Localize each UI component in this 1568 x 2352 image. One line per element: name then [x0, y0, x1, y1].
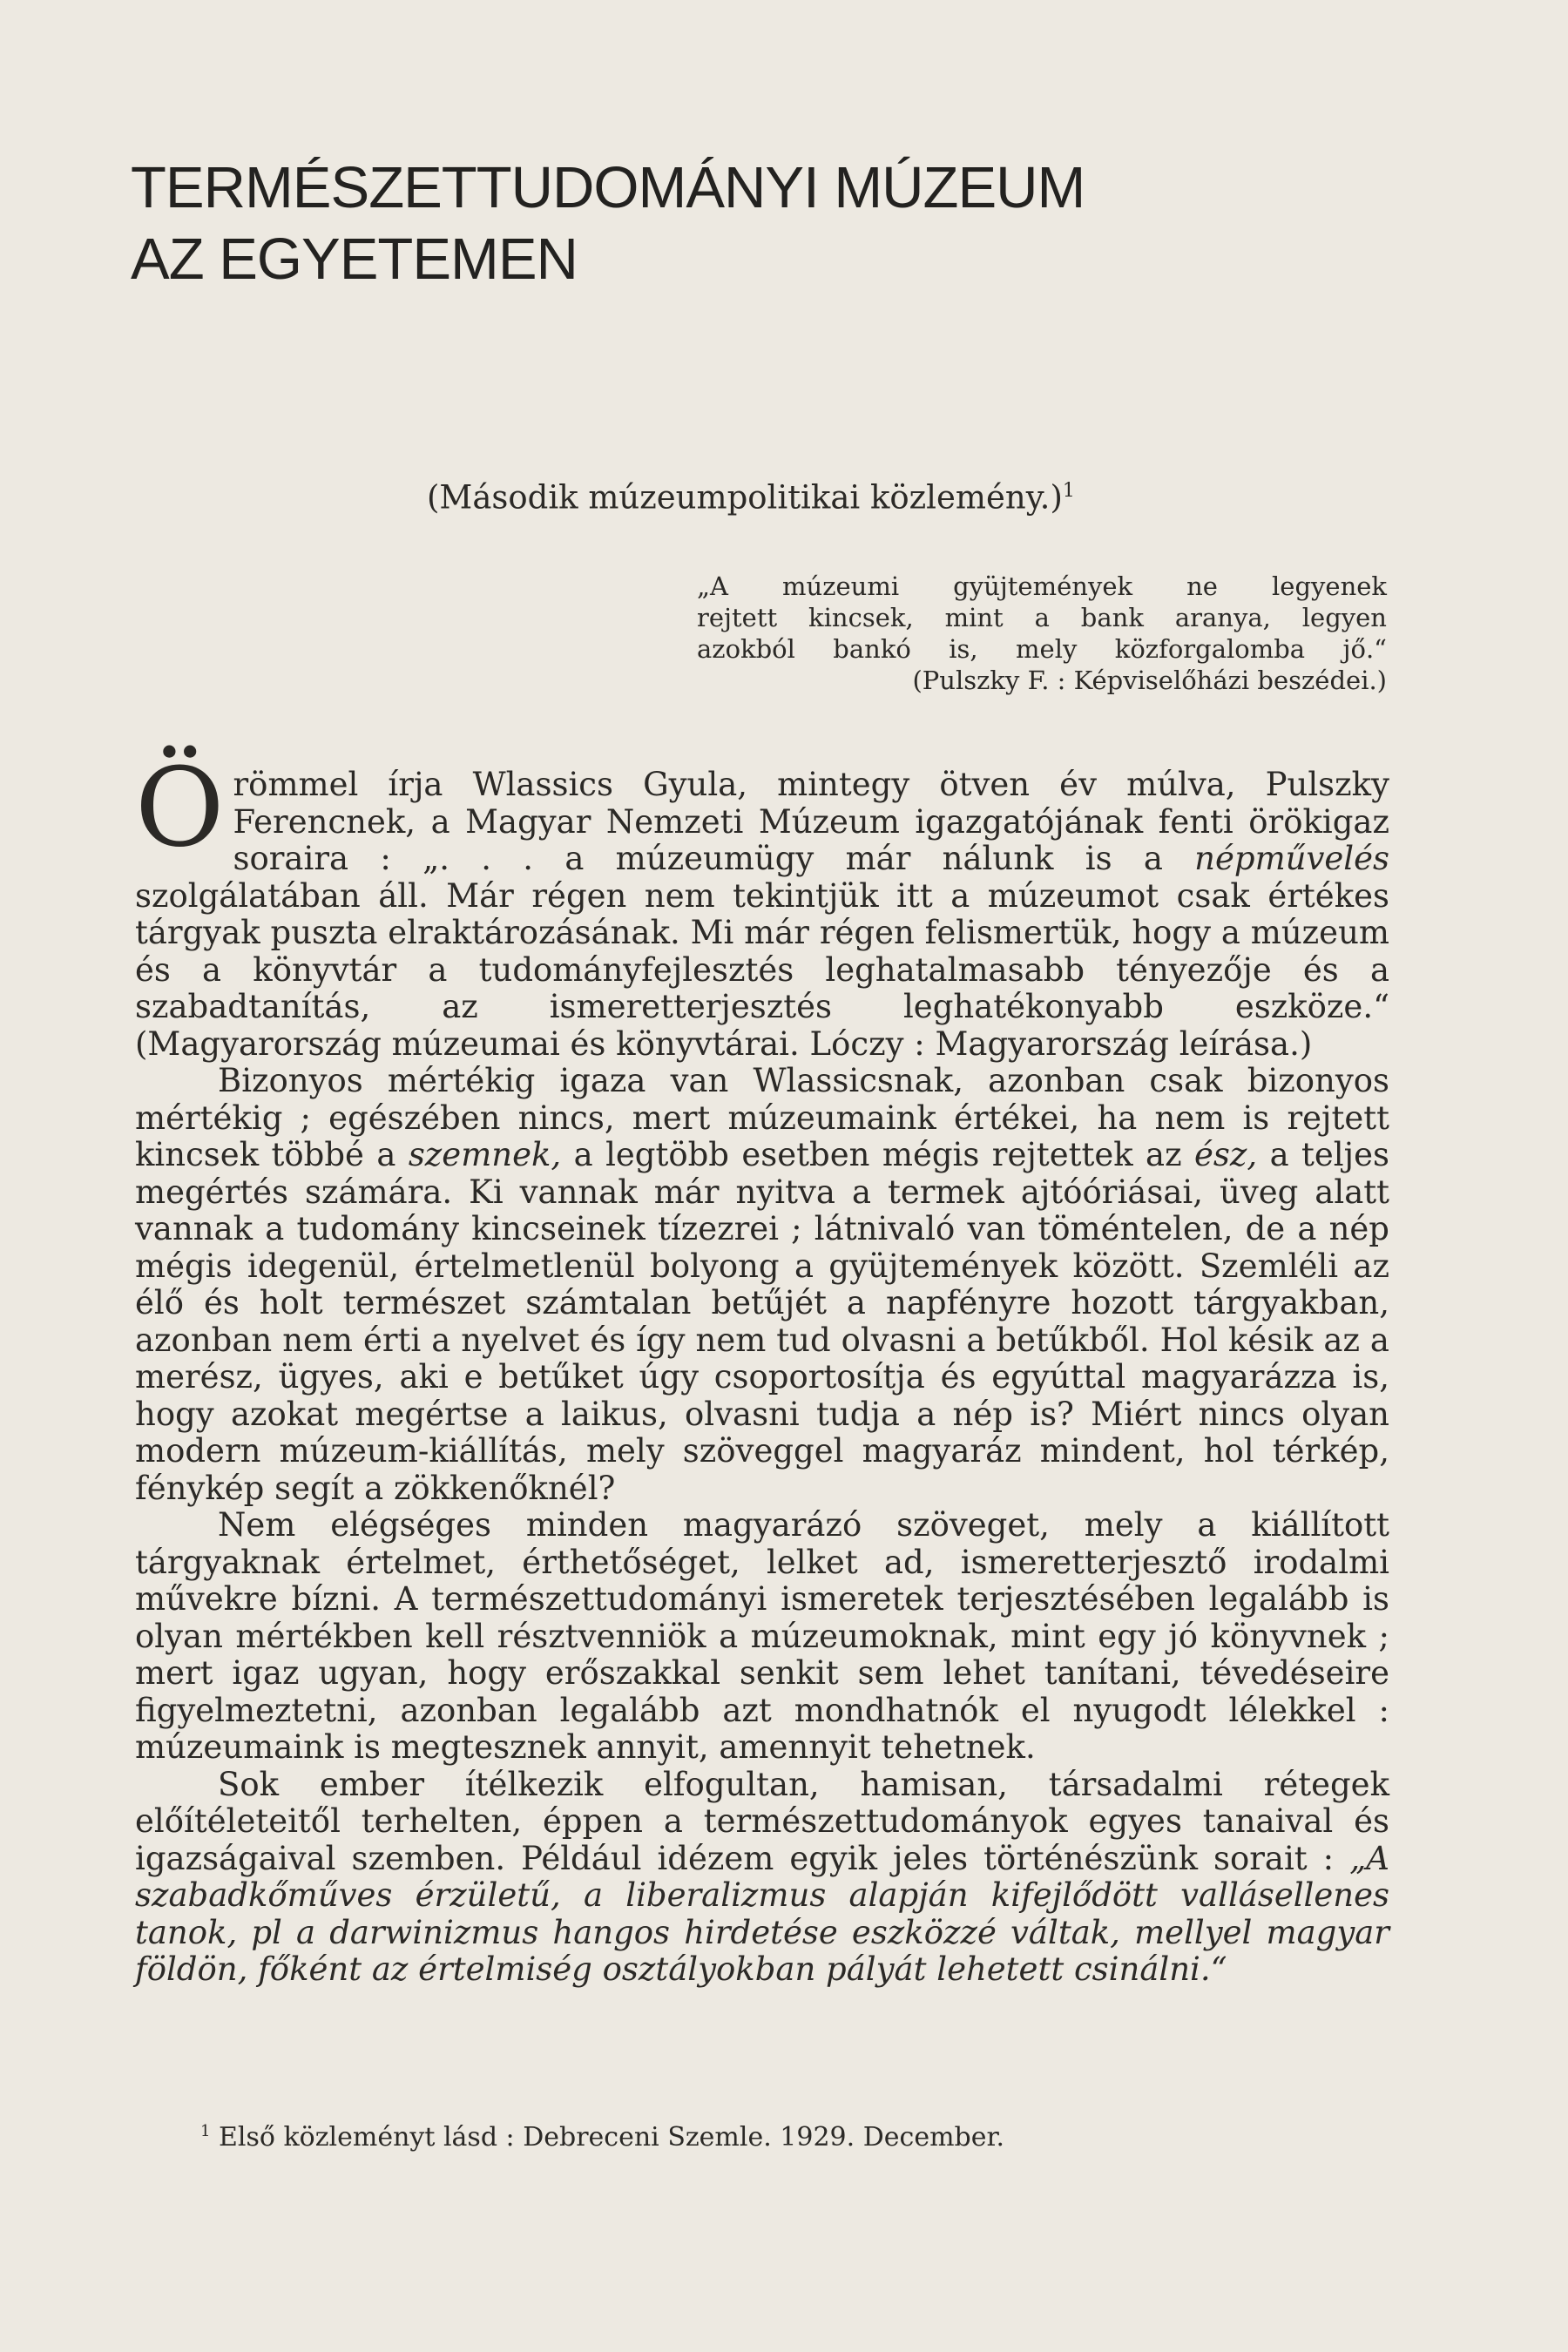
subtitle-note-ref: 1	[1062, 480, 1075, 502]
paragraph-2	[135, 1063, 1389, 1507]
paragraph-4-text: Sok ember ítélkezik elfogultan, hamisan, társadalmi rétegek előítéleteitől terhelten, éppen a természettudományok egyes tanaival és igazságaival szemben. Például idézem egyik jeles történészünk sorait :	[135, 1765, 1389, 1877]
subtitle	[427, 470, 1075, 518]
epigraph	[697, 571, 1387, 696]
paragraph-4-quote: „A szabadkőműves érzületű, a liberalizmus alapján kifejlődött vallásellenes tanok, pl a darwinizmus hangos hirdetése eszközzé váltak, mellyel magyar földön, főként az értelmiség osztályokban pályát lehetett csinálni.“	[135, 1839, 1389, 1988]
epigraph-line: „A múzeumi gyüjtemények ne legyenek	[697, 571, 1387, 601]
epigraph-line: rejtett kincsek, mint a bank aranya, legyen	[697, 603, 1387, 632]
paragraph-1-text-a: römmel írja Wlassics Gyula, mintegy ötven év múlva, Pulszky Ferencnek, a Magyar Nemzeti Múzeum igazgatójának fenti örökigaz soraira : „. . . a múzeumügy már nálunk is a	[233, 766, 1389, 877]
title-line-1: TERMÉSZETTUDOMÁNYI MÚZEUM	[131, 155, 1085, 220]
epigraph-line: azokból bankó is, mely közforgalomba jő.“	[697, 634, 1387, 664]
paragraph-2-text-c: a teljes megértés számára. Ki vannak már nyitva a termek ajtóóriásai, üveg alatt vannak a tudomány kincseinek tízezrei ; látnivaló van töméntelen, de a nép mégis idegenül, értelmetlenül bolyong a gyüjtemények között. Szemléli az élő és holt természet számtalan betűjét a napfényre hozott tárgyakban, azonban nem érti a nyelvet és így nem tud olvasni a betűkből. Hol késik az a merész, ügyes, aki e betűket úgy csoportosítja és egyúttal magyarázza is, hogy azokat megértse a laikus, olvasni tudja a nép is? Miért nincs olyan modern múzeum-kiállítás, mely szöveggel magyaráz mindent, hol térkép, fénykép segít a zökkenőknél?	[135, 1136, 1389, 1507]
paragraph-2-emphasis-2: ész,	[1194, 1136, 1258, 1173]
paragraph-1-emphasis: népművelés	[1194, 840, 1389, 877]
footnote-mark: 1	[200, 2122, 211, 2140]
paragraph-2-text-a: Bizonyos mértékig igaza van Wlassicsnak, azonban csak bizonyos mértékig ; egészében nincs, mert múzeumaink értékei, ha nem is rejtett kincsek többé a	[135, 1062, 1389, 1173]
paragraph-2-text-b: a legtöbb esetben mégis rejtettek az	[561, 1136, 1195, 1173]
paragraph-2-emphasis-1: szemnek,	[408, 1136, 562, 1173]
article-title	[131, 152, 1437, 295]
paragraph-3: Nem elégséges minden magyarázó szöveget, mely a kiállított tárgyaknak értelmet, érthetőséget, lelket ad, ismeretterjesztő irodalmi művekre bízni. A természettudományi ismeretek terjesztésében legalább is olyan mértékben kell résztvenniök a múzeumoknak, mint egy jó könyvnek ; mert igaz ugyan, hogy erőszakkal senkit sem lehet tanítani, tévedéseire figyelmeztetni, azonban legalább azt mondhatnók el nyugodt lélekkel : múzeumaink is megtesznek annyit, amennyit tehetnek.	[135, 1506, 1389, 1766]
paragraph-1-text-b: szolgálatában áll. Már régen nem tekintjük itt a múzeumot csak értékes tárgyak puszta elraktározásának. Mi már régen felismertük, hogy a múzeum és a könyvtár a tudományfejlesztés leghatalmasabb tényezője és a szabadtanítás, az ismeretterjesztés leghatékonyabb eszköze.“ (Magyarország múzeumai és könyvtárai. Lóczy : Magyarország leírása.)	[135, 876, 1389, 1063]
drop-cap: Ö	[135, 745, 225, 871]
title-line-2: AZ EGYETEMEN	[131, 226, 578, 292]
subtitle-text: (Második múzeumpolitikai közlemény.)	[427, 478, 1063, 517]
paragraph-4	[135, 1767, 1389, 1989]
footnote-text: Első közleményt lásd : Debreceni Szemle. 1929. December.	[219, 2122, 1005, 2153]
footnote	[200, 2114, 1004, 2155]
epigraph-source: (Pulszky F. : Képviselőházi beszédei.)	[912, 666, 1387, 695]
article-body	[135, 745, 1389, 1989]
paragraph-1	[135, 745, 1389, 1063]
